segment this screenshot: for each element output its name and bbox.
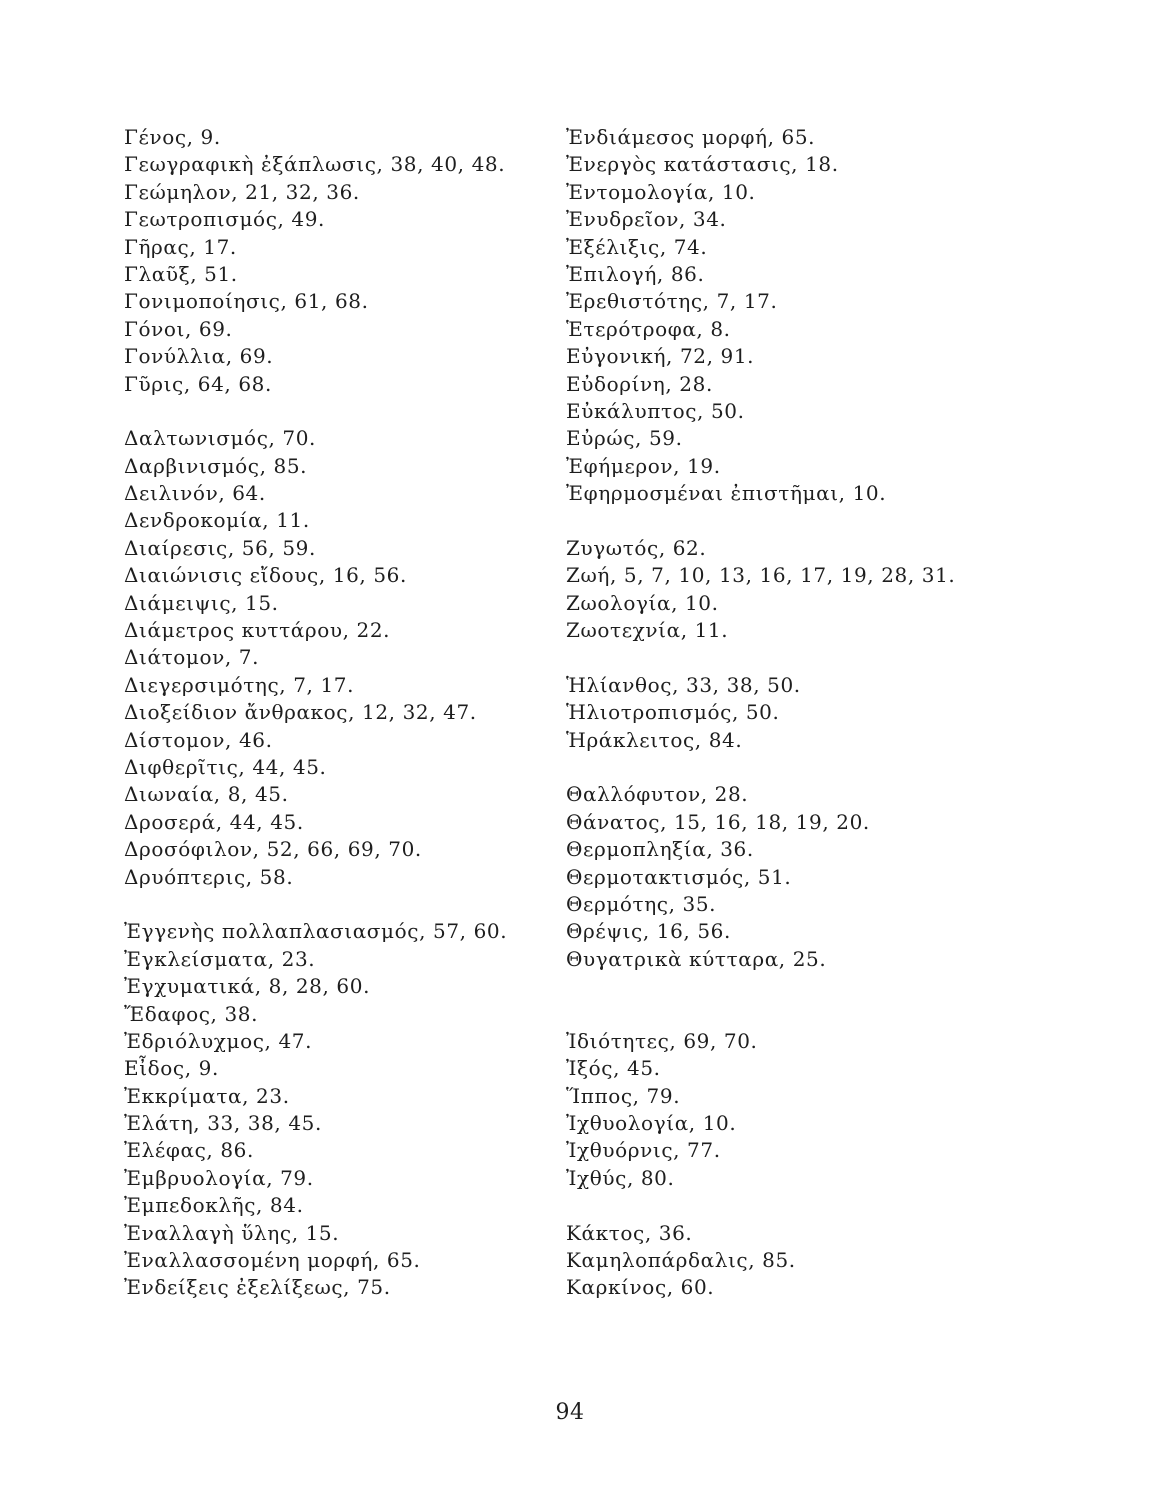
index-entry: Εὐγονική, 72, 91.: [566, 344, 755, 369]
index-entry: Ἡλίανθος, 33, 38, 50.: [566, 672, 801, 697]
index-entry: Γονιμοποίησις, 61, 68.: [124, 289, 369, 314]
section-gap: [566, 1001, 1146, 1028]
index-entry: Ἐνδείξεις ἐξελίξεως, 75.: [124, 1275, 391, 1300]
index-entry: Ἰχθυόρνις, 77.: [566, 1138, 721, 1163]
index-column-left: [124, 124, 564, 1302]
index-entry: Εὐρώς, 59.: [566, 426, 683, 451]
index-entry: Εὐδορίνη, 28.: [566, 371, 713, 396]
index-entry: Ζυγωτός, 62.: [566, 535, 707, 560]
index-entry: Ἐγκλείσματα, 23.: [124, 946, 316, 971]
index-list-left: [124, 124, 564, 1302]
index-entry: Δίστομον, 46.: [124, 727, 273, 752]
index-entry: Ἡλιοτροπισμός, 50.: [566, 700, 780, 725]
page-number: 94: [555, 1400, 585, 1425]
index-entry: Ἐξέλιξις, 74.: [566, 234, 708, 259]
index-entry: Διάμειψις, 15.: [124, 590, 279, 615]
index-entry: Διφθερῖτις, 44, 45.: [124, 754, 327, 779]
index-entry: Δαλτωνισμός, 70.: [124, 426, 317, 451]
index-entry: Δρυόπτερις, 58.: [124, 864, 294, 889]
index-entry: Ζωολογία, 10.: [566, 590, 719, 615]
index-entry: Ἐντομολογία, 10.: [566, 179, 756, 204]
index-entry: Ζωοτεχνία, 11.: [566, 618, 729, 643]
index-entry: Ἐφηρμοσμέναι ἐπιστῆμαι, 10.: [566, 481, 887, 506]
index-entry: Θερμοτακτισμός, 51.: [566, 864, 792, 889]
index-entry: Γεωτροπισμός, 49.: [124, 207, 326, 232]
index-entry: Ἐλάτη, 33, 38, 45.: [124, 1111, 322, 1136]
index-entry: Ἐγχυματικά, 8, 28, 60.: [124, 974, 371, 999]
index-entry: Καρκίνος, 60.: [566, 1275, 715, 1300]
index-entry: Κάκτος, 36.: [566, 1220, 693, 1245]
index-entry: Ἐνυδρεῖον, 34.: [566, 207, 727, 232]
section-gap: [124, 398, 564, 425]
index-entry: Δροσόφιλον, 52, 66, 69, 70.: [124, 837, 422, 862]
section-gap: [124, 891, 564, 918]
index-entry: Διαίρεσις, 56, 59.: [124, 535, 316, 560]
index-entry: Ἔδαφος, 38.: [124, 1001, 259, 1026]
index-entry: Διωναία, 8, 45.: [124, 782, 289, 807]
index-entry: Ἡράκλειτος, 84.: [566, 727, 743, 752]
index-entry: Ἰξός, 45.: [566, 1056, 661, 1081]
index-entry: Ἐναλλασσομένη μορφή, 65.: [124, 1248, 421, 1273]
section-gap: [566, 973, 1146, 1000]
index-entry: Ἐρεθιστότης, 7, 17.: [566, 289, 778, 314]
section-gap: [566, 1192, 1146, 1219]
index-entry: Ἐφήμερον, 19.: [566, 453, 721, 478]
index-entry: Ἐπιλογή, 86.: [566, 261, 705, 286]
index-entry: Ἑτερότροφα, 8.: [566, 316, 731, 341]
index-entry: Γῦρις, 64, 68.: [124, 371, 272, 396]
index-entry: Ζωή, 5, 7, 10, 13, 16, 17, 19, 28, 31.: [566, 563, 956, 588]
index-entry: Γεώμηλον, 21, 32, 36.: [124, 179, 360, 204]
index-entry: Διάτομον, 7.: [124, 645, 260, 670]
index-entry: Θάνατος, 15, 16, 18, 19, 20.: [566, 809, 870, 834]
index-entry: Θρέψις, 16, 56.: [566, 919, 731, 944]
index-entry: Γεωγραφικὴ ἐξάπλωσις, 38, 40, 48.: [124, 152, 506, 177]
index-list-right: [566, 124, 1146, 1302]
index-entry: Καμηλοπάρδαλις, 85.: [566, 1248, 796, 1273]
index-entry: Γένος, 9.: [124, 125, 221, 149]
index-entry: Δειλινόν, 64.: [124, 481, 266, 506]
index-entry: Ἐμπεδοκλῆς, 84.: [124, 1193, 304, 1218]
index-entry: Διαιώνισις εἴδους, 16, 56.: [124, 563, 407, 588]
index-entry: Θερμότης, 35.: [566, 891, 717, 916]
index-entry: Διεγερσιμότης, 7, 17.: [124, 672, 355, 697]
index-column-right: [566, 124, 1146, 1302]
index-entry: Γλαῦξ, 51.: [124, 261, 238, 286]
index-entry: Θερμοπληξία, 36.: [566, 837, 754, 862]
index-entry: Θαλλόφυτον, 28.: [566, 782, 749, 807]
section-gap: [566, 507, 1146, 534]
index-entry: Ἰδιότητες, 69, 70.: [566, 1028, 758, 1053]
index-entry: Ἐλέφας, 86.: [124, 1138, 254, 1163]
index-entry: Δενδροκομία, 11.: [124, 508, 310, 533]
index-entry: Ἐδριόλυχμος, 47.: [124, 1028, 313, 1053]
section-gap: [566, 644, 1146, 671]
index-entry: Θυγατρικὰ κύτταρα, 25.: [566, 946, 827, 971]
section-gap: [566, 754, 1146, 781]
index-entry: Δροσερά, 44, 45.: [124, 809, 304, 834]
index-entry: Εἶδος, 9.: [124, 1056, 219, 1081]
index-entry: Ἰχθυολογία, 10.: [566, 1111, 737, 1136]
index-entry: Εὐκάλυπτος, 50.: [566, 398, 745, 423]
index-entry: Γῆρας, 17.: [124, 234, 237, 259]
index-entry: Διάμετρος κυττάρου, 22.: [124, 618, 391, 643]
index-entry: Γόνοι, 69.: [124, 316, 233, 341]
index-entry: Δαρβινισμός, 85.: [124, 453, 308, 478]
index-entry: Ἰχθύς, 80.: [566, 1165, 675, 1190]
index-entry: Γονύλλια, 69.: [124, 344, 274, 369]
index-entry: Ἐκκρίματα, 23.: [124, 1083, 290, 1108]
index-entry: Ἐγγενὴς πολλαπλασιασμός, 57, 60.: [124, 919, 508, 944]
index-entry: Διοξείδιον ἄνθρακος, 12, 32, 47.: [124, 700, 477, 725]
index-entry: Ἐμβρυολογία, 79.: [124, 1165, 314, 1190]
index-entry: Ἐναλλαγὴ ὕλης, 15.: [124, 1220, 340, 1245]
index-entry: Ἐνδιάμεσος μορφή, 65.: [566, 125, 816, 149]
index-entry: Ἐνεργὸς κατάστασις, 18.: [566, 152, 839, 177]
index-entry: Ἵππος, 79.: [566, 1083, 681, 1108]
